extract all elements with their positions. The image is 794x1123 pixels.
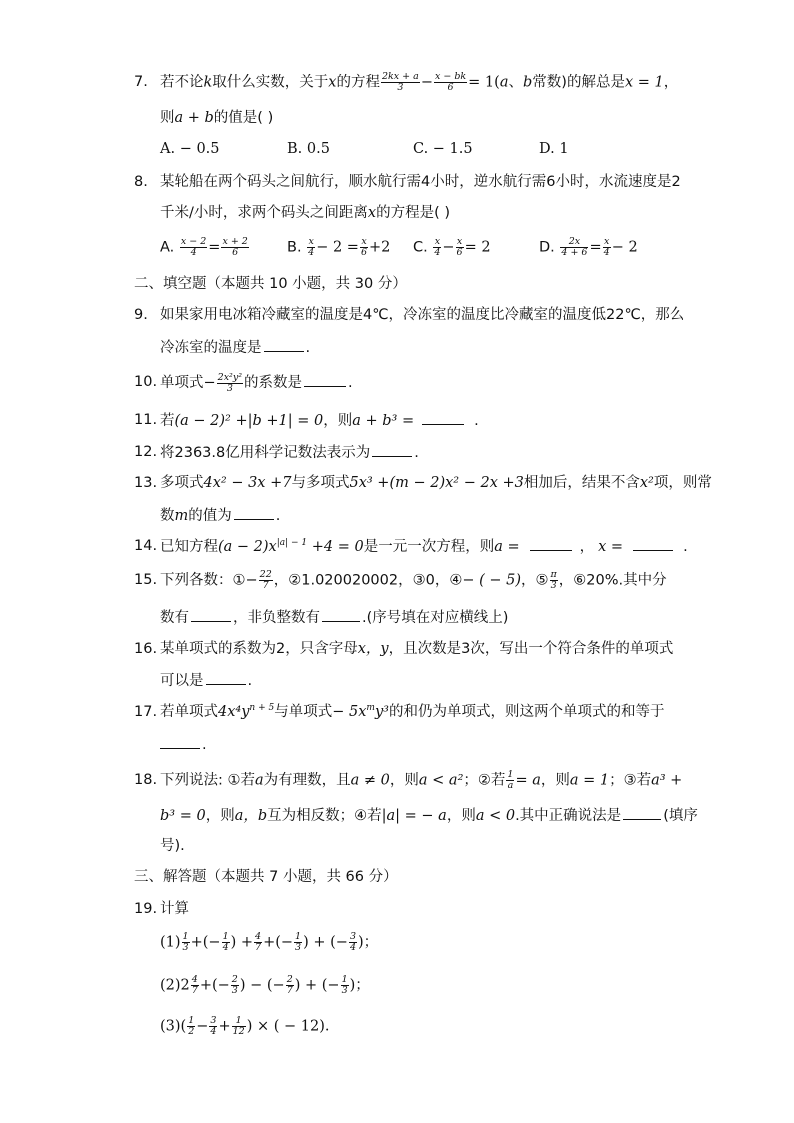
question-8-line-1: 某轮船在两个码头之间航行，顺水航行需4小时，逆水航行需6小时，水流速度是2 [160,174,681,190]
question-14-line: 已知方程$(a - 2)x^{|a| - 1} +4 = 0$是一元一次方程，则a = ， x = . [160,536,688,557]
question-9-line-2: 冷冻室的温度是 . [160,337,310,358]
fraction: $\frac{1}{a}$ [507,769,514,791]
q8-option-d[interactable]: D. $\frac{2x}{4 + 6}$ = $\frac{x}{4}$ − 2 [539,236,638,258]
answer-blank-a[interactable] [530,536,572,551]
answer-blank[interactable] [422,410,464,425]
fraction: $\frac{2}{3}$ [231,974,238,996]
fraction: $\frac{22}{7}$ [259,569,272,591]
q19-part-1: (1) $\frac{1}{3}$ +(− $\frac{1}{4}$ ) + $\frac{4}{7}$ +(− $\frac{1}{3}$ ) + (− $\frac{3}{4}$ )； [160,931,379,953]
answer-blank[interactable] [264,337,304,352]
answer-blank[interactable] [206,670,246,685]
fraction: $\frac{1}{3}$ [182,931,189,953]
fraction: $\frac{2}{7}$ [286,974,293,996]
question-8-line-2: 千米/小时，求两个码头之间距离x的方程是( ) [160,205,451,221]
answer-blank[interactable] [372,442,412,457]
question-number-8: 8. [134,174,148,190]
question-19-title: 计算 [160,901,189,917]
fraction: $\frac{1}{3}$ [341,974,348,996]
fraction: $\frac{1}{3}$ [295,931,302,953]
question-number-18: 18. [134,772,158,788]
q8-option-b[interactable]: B. $\frac{x}{4}$ − 2 = $\frac{x}{6}$ +2 [287,236,391,258]
question-10-line: 单项式− $\frac{\text{2x²y²}}{3}$ 的系数是 . [160,371,353,394]
question-9-line-1: 如果家用电冰箱冷藏室的温度是4℃，冷冻室的温度比冷藏室的温度低22℃，那么 [160,307,685,323]
fraction: $\frac{x}{4}$ [308,236,315,258]
answer-blank-x[interactable] [633,536,673,551]
fraction: $\frac{\text{2x²y²}}{3}$ [217,371,243,394]
fraction: $\frac{1}{12}$ [232,1015,245,1037]
fraction: $\frac{1}{2}$ [188,1015,195,1037]
answer-blank[interactable] [304,372,346,387]
fraction: $\frac{x}{4}$ [603,236,610,258]
question-15-line-1: 下列各数：①− $\frac{22}{7}$ ，②1.020020002，③0，④− ( − 5)，⑤ $\frac{\pi}{3}$ ，⑥20%.其中分 [160,569,667,591]
fraction: $\frac{x}{6}$ [360,236,368,258]
question-11-line: 若(a − 2)² +|b +1| = 0，则a + b³ = . [160,410,479,431]
fraction: $\frac{2kx + a}{3}$ [381,71,419,93]
fraction: $\frac{x}{6}$ [456,236,463,258]
q7-option-d[interactable]: D. 1 [539,141,569,157]
q19-part-2: (2)2 $\frac{4}{7}$ +(− $\frac{2}{3}$ ) − (− $\frac{2}{7}$ ) + (− $\frac{1}{3}$ )； [160,974,370,996]
question-17-line-1: 若单项式$4x^4y^{n + 5}$与单项式− $5x^my^3$的和仍为单项式，则这两个单项式的和等于 [160,703,665,720]
question-16-line-2: 可以是 . [160,670,252,691]
q7-option-c[interactable]: C. − 1.5 [413,141,473,157]
question-17-line-2: . [160,734,207,755]
fraction: $\frac{2x}{4 + 6}$ [561,236,588,258]
question-13-line-2: 数m的值为 . [160,505,280,526]
answer-blank[interactable] [234,505,274,520]
question-number-14: 14. [134,538,158,554]
q7-option-b[interactable]: B. 0.5 [287,141,330,157]
fraction: $\frac{x - bk}{6}$ [434,71,467,93]
question-number-10: 10. [134,374,158,390]
section-heading-solutions: 三、解答题（本题共 7 小题，共 66 分） [134,869,398,885]
answer-blank-nonneg-integers[interactable] [322,607,360,622]
question-13-line-1: 多项式4x² − 3x +7与多项式5x³ +(m − 2)x² − 2x +3相加后，结果不含x²项，则常 [160,475,712,491]
fraction: $\frac{3}{4}$ [349,931,356,953]
fraction: $\frac{\pi}{3}$ [550,569,557,591]
fraction: $\frac{x - 2}{4}$ [180,236,207,258]
question-7-line-1: 若不论k取什么实数，关于x的方程 $\frac{2kx + a}{3}$ − $\frac{x - bk}{6}$ = 1(a、b常数)的解总是x = 1， [160,71,679,93]
question-number-13: 13. [134,475,158,491]
question-number-12: 12. [134,444,158,460]
question-18-line-1: 下列说法: ①若a为有理数，且a ≠ 0，则a < a²；②若 $\frac{1}{a}$ = a，则a = 1；③若a³ + [160,769,683,791]
fraction: $\frac{x + 2}{6}$ [222,236,248,258]
question-18-line-2: b³ = 0，则a，b互为相反数；④若|a| = − a，则a < 0.其中正确说法是 (填序 [160,805,698,826]
question-18-line-3: 号). [160,838,185,854]
question-7-line-2: 则a + b的值是( ) [160,110,274,126]
answer-blank-fractions[interactable] [191,607,231,622]
fraction: $\frac{1}{4}$ [222,931,229,953]
question-15-line-2: 数有 ，非负整数有 .(序号填在对应横线上) [160,607,508,628]
q8-option-a[interactable]: A. $\frac{x - 2}{4}$ = $\frac{x + 2}{6}$ [160,236,248,258]
fraction: $\frac{4}{7}$ [255,931,262,953]
fraction: $\frac{x}{4}$ [434,236,441,258]
fraction: $\frac{4}{7}$ [191,974,198,996]
answer-blank[interactable] [160,734,200,749]
q7-option-a[interactable]: A. − 0.5 [160,141,220,157]
q8-option-c[interactable]: C. $\frac{x}{4}$ − $\frac{x}{6}$ = 2 [413,236,491,258]
question-12-line: 将2363.8亿用科学记数法表示为 . [160,442,419,463]
question-16-line-1: 某单项式的系数为2，只含字母x，y，且次数是3次，写出一个符合条件的单项式 [160,641,674,657]
fraction: $\frac{3}{4}$ [210,1015,217,1037]
question-number-11: 11. [134,412,158,428]
q19-part-3: (3)( $\frac{1}{2}$ − $\frac{3}{4}$ + $\frac{1}{12}$ ) × ( − 12). [160,1015,330,1037]
question-number-19: 19. [134,901,158,917]
question-number-7: 7. [134,74,148,90]
section-heading-fill-in: 二、填空题（本题共 10 小题，共 30 分） [134,276,407,292]
answer-blank[interactable] [623,805,661,820]
question-number-9: 9. [134,307,148,323]
question-number-15: 15. [134,572,158,588]
question-number-17: 17. [134,704,158,720]
question-number-16: 16. [134,641,158,657]
